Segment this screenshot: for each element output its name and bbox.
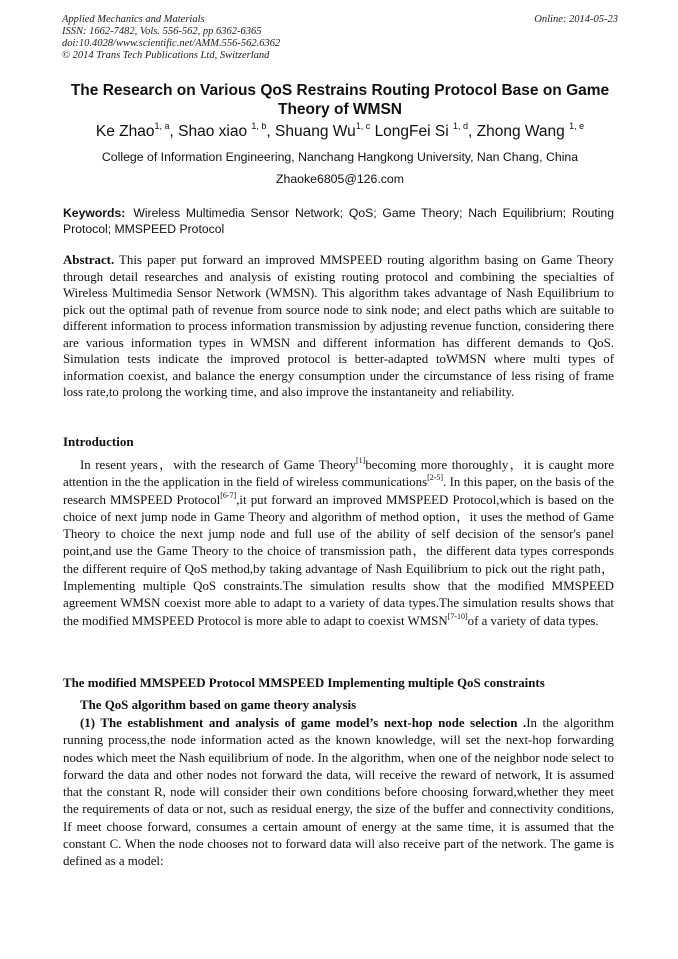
author-affiliation-mark: 1, b (251, 121, 267, 131)
abstract-block (63, 252, 614, 401)
paragraph-text: In the algorithm running process,the node information acted as the known knowledge, will set the next-hop forwarding nodes which meet the Nash equilibrium of node. In the algorithm, when one of the neighbor node select to forward the data and other nodes not forward the data, will receive the reward of network, It is assumed that the constant R, node will consider their own conditions before choosing forward,whether they meet the requirements of data or not, such as residual energy, the size of the buffer and connectivity conditions, If meet choose forward, consumes a certain amount of energy at the same time, it is assumed that the constant C. When the node chooses not to forward data will also receive part of the network. The game is defined as a model: (63, 716, 614, 869)
introduction-heading: Introduction (63, 434, 134, 449)
intro-text: ,it put forward an improved MMSPEED Protocol,which is based on the choice of next jump node in Game Theory and algorithm of method option，it uses the method of Game Theory to choice the next jump node and full use of the ability of self decision of the sensor's panel point,and use the Game Theory to the choice of transmission path，the different data types corresponds the different require of QoS method,by taking advantage of Nash Equilibrium to pick out the right path，Implementing multiple QoS constraints.The simulation results show that the modified MMSPEED agreement WMSN coexist more able to adapt to a variety of data types.The simulation results shows that the modified MMSPEED Protocol is more able to adapt to coexist WMSN (63, 492, 614, 628)
citation-ref[interactable]: [2-5] (427, 473, 444, 483)
abstract-text: This paper put forward an improved MMSPEED routing algorithm basing on Game Theory through detail researches and analysis of existing routing protocol and combining the specialties of Wireless Multimedia Sensor Network (WMSN). This algorithm takes advantage of Nash Equilibrium to pick out the optimal path of revenue from source node to sink node; and elect paths which are suitable to different information to process information transmission by adjusting revenue function, considering there are various information types in WMSN and different information has different demands to QoS. Simulation tests indicate the improved protocol is better-adapted toWMSN where multi types of information coexist, and balance the energy consumption under the circumstance of less rising of frame loss rate,to prolong the working time, and also improve the instantaneity and reliability. (63, 253, 614, 399)
author-name: LongFei Si (374, 123, 453, 140)
intro-text: becoming more thoroughly，it is caught more attention in the the application in the field of wireless communications (63, 458, 614, 490)
citation-ref[interactable]: [6-7] (220, 490, 237, 500)
keywords-label: Keywords: (63, 206, 126, 220)
keywords-block (63, 206, 614, 237)
author-affiliation-mark: 1, c (355, 121, 371, 131)
author-affiliation-mark: 1, e (569, 121, 585, 131)
paper-title: The Research on Various QoS Restrains Routing Protocol Base on Game Theory of WMSN (70, 82, 610, 118)
author-name: Shuang Wu (275, 123, 356, 140)
subsection-heading: The QoS algorithm based on game theory analysis (80, 698, 357, 712)
citation-ref[interactable]: [7-10] (447, 611, 468, 621)
affiliation: College of Information Engineering, Nanchang Hangkong University, Nan Chang, China (101, 150, 579, 164)
author-name: Zhong Wang (476, 123, 570, 140)
intro-text: of a variety of data types. (467, 613, 599, 628)
journal-name: Applied Mechanics and Materials (62, 14, 205, 25)
copyright-line: © 2014 Trans Tech Publications Ltd, Switzerland (62, 50, 270, 61)
doi-line: doi:10.4028/www.scientific.net/AMM.556-562.6362 (62, 38, 281, 49)
author-affiliation-mark: 1, a (154, 121, 170, 131)
keywords-text: Wireless Multimedia Sensor Network; QoS; Game Theory; Nach Equilibrium; Routing Protocol; MMSPEED Protocol (63, 206, 614, 236)
author-affiliation-mark: 1, d (452, 121, 468, 131)
abstract-label: Abstract. (63, 253, 115, 267)
section-heading: The modified MMSPEED Protocol MMSPEED Implementing multiple QoS constraints (63, 676, 545, 690)
journal-header (62, 14, 618, 62)
author-name: Shao xiao (178, 123, 252, 140)
citation-ref[interactable]: [1] (356, 456, 366, 465)
author-list: Ke Zhao$^{1, a}$, Shao xiao $^{1, b}$, Shuang Wu$^{1, c}$ LongFei Si $^{1, d}$, Zhong Wang $^{1, e}$ (95, 121, 585, 140)
author-name: Ke Zhao (95, 123, 155, 140)
author-email[interactable]: Zhaoke6805@126.com (275, 172, 405, 186)
intro-text: In resent years，with the research of Game Theory (80, 458, 357, 472)
issn-line: ISSN: 1662-7482, Vols. 556-562, pp 6362-6365 (62, 26, 262, 37)
online-date: Online: 2014-05-23 (534, 14, 618, 25)
introduction-paragraph (63, 457, 614, 630)
section-paragraph (63, 715, 614, 871)
intro-text: . In this paper, on the basis of the research MMSPEED Protocol (63, 475, 614, 507)
paragraph-lead: (1) The establishment and analysis of game model’s next-hop node selection . (80, 716, 527, 730)
